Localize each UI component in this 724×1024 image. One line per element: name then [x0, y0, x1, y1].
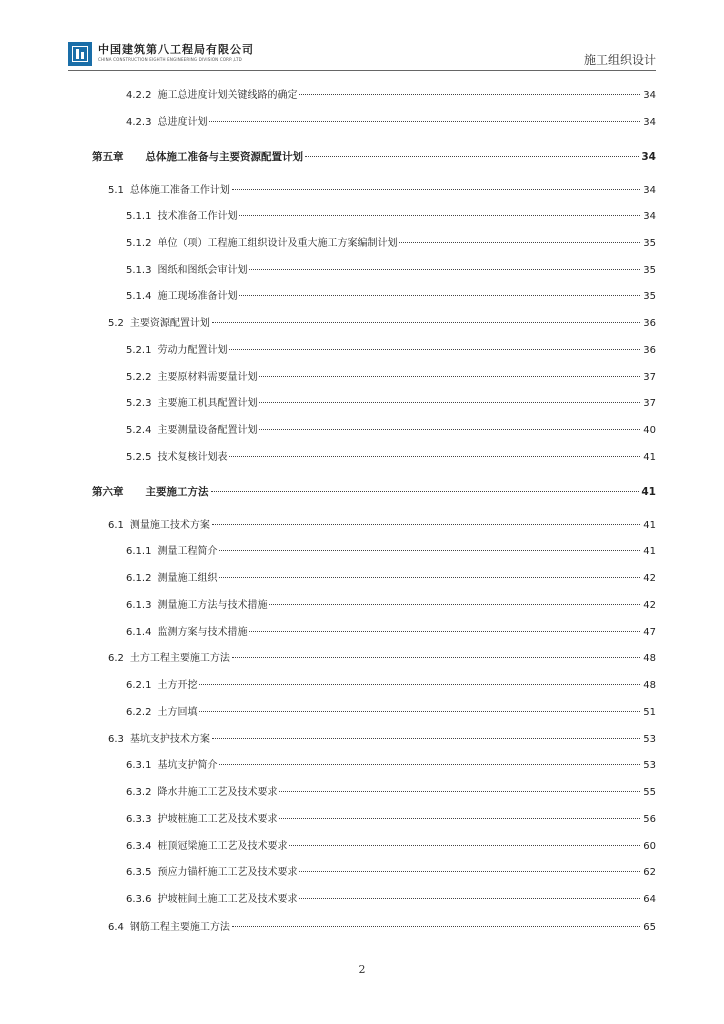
toc-entry-number: 6.4 — [108, 922, 124, 933]
dot-leader — [305, 156, 639, 157]
toc-entry[interactable] — [126, 678, 656, 694]
toc-entry-page: 48 — [643, 653, 656, 664]
toc-entry[interactable] — [126, 289, 656, 305]
toc-entry[interactable] — [108, 732, 656, 748]
dot-leader — [259, 376, 640, 377]
toc-entry-number: 6.1 — [108, 520, 124, 531]
toc-entry-title: 基坑支护技术方案 — [129, 734, 210, 745]
toc-entry[interactable] — [126, 236, 656, 252]
toc-entry[interactable] — [126, 115, 656, 131]
toc-entry-number: 6.1.1 — [126, 546, 152, 557]
toc-entry-number: 6.3.1 — [126, 760, 152, 771]
toc-entry-number: 5.1 — [108, 185, 124, 196]
dot-leader — [209, 121, 640, 122]
toc-entry-number: 5.2.1 — [126, 345, 152, 356]
toc-entry-title: 施工总进度计划关键线路的确定 — [157, 90, 298, 101]
toc-entry-number: 6.1.4 — [126, 627, 152, 638]
toc-entry-page: 35 — [643, 238, 656, 249]
toc-entry[interactable] — [126, 758, 656, 774]
toc-chapter-entry[interactable] — [92, 149, 656, 165]
page-number: 2 — [358, 963, 366, 976]
dot-leader — [199, 684, 640, 685]
toc-entry[interactable] — [126, 598, 656, 614]
toc-entry-page: 60 — [643, 841, 656, 852]
toc-entry-title: 桩顶冠梁施工工艺及技术要求 — [157, 841, 288, 852]
toc-entry[interactable] — [126, 785, 656, 801]
toc-entry[interactable] — [126, 892, 656, 908]
dot-leader — [259, 429, 640, 430]
toc-entry-title: 预应力锚杆施工工艺及技术要求 — [157, 867, 298, 878]
toc-entry-title: 基坑支护简介 — [157, 760, 218, 771]
toc-chapter-entry[interactable] — [92, 484, 656, 500]
toc-entry[interactable] — [126, 705, 656, 721]
toc-entry-page: 34 — [643, 117, 656, 128]
company-name-en: CHINA CONSTRUCTION EIGHTH ENGINEERING DIVISION CORP.,LTD — [98, 57, 242, 62]
toc-entry-title: 土方工程主要施工方法 — [129, 653, 230, 664]
toc-entry-number: 6.1.3 — [126, 600, 152, 611]
toc-entry-title: 土方回填 — [157, 707, 198, 718]
toc-entry[interactable] — [126, 209, 656, 225]
toc-entry-page: 42 — [643, 600, 656, 611]
toc-entry-number: 第五章 — [92, 151, 124, 163]
toc-entry-number: 5.2.4 — [126, 425, 152, 436]
toc-entry-page: 34 — [643, 211, 656, 222]
dot-leader — [211, 491, 640, 492]
dot-leader — [259, 402, 640, 403]
toc-entry-page: 34 — [641, 151, 656, 163]
toc-entry-title: 钢筋工程主要施工方法 — [129, 922, 230, 933]
toc-entry-title: 测量施工技术方案 — [129, 520, 210, 531]
dot-leader — [299, 898, 640, 899]
toc-entry-page: 34 — [643, 185, 656, 196]
toc-entry-number: 5.2.3 — [126, 398, 152, 409]
toc-entry-title: 技术准备工作计划 — [157, 211, 238, 222]
toc-entry-title: 主要原材料需要量计划 — [157, 372, 258, 383]
dot-leader — [279, 818, 640, 819]
toc-entry-page: 53 — [643, 760, 656, 771]
toc-entry-number: 4.2.3 — [126, 117, 152, 128]
toc-entry[interactable] — [126, 343, 656, 359]
toc-entry[interactable] — [126, 865, 656, 881]
dot-leader — [279, 791, 640, 792]
toc-entry-page: 36 — [643, 318, 656, 329]
header-divider — [68, 70, 656, 71]
toc-entry-title: 监测方案与技术措施 — [157, 627, 248, 638]
toc-entry-number: 6.3.6 — [126, 894, 152, 905]
toc-entry-number: 5.1.2 — [126, 238, 152, 249]
toc-entry-page: 53 — [643, 734, 656, 745]
toc-entry-page: 41 — [643, 452, 656, 463]
toc-entry-number: 6.2.2 — [126, 707, 152, 718]
toc-entry-title: 劳动力配置计划 — [157, 345, 228, 356]
toc-entry-page: 37 — [643, 398, 656, 409]
dot-leader — [232, 189, 640, 190]
toc-entry[interactable] — [126, 370, 656, 386]
toc-entry-number: 5.2.2 — [126, 372, 152, 383]
toc-entry-page: 65 — [643, 922, 656, 933]
toc-entry[interactable] — [108, 316, 656, 332]
dot-leader — [239, 215, 640, 216]
dot-leader — [299, 94, 640, 95]
dot-leader — [232, 657, 640, 658]
toc-entry-title: 总进度计划 — [157, 117, 208, 128]
toc-entry[interactable] — [126, 839, 656, 855]
toc-entry[interactable] — [126, 88, 656, 104]
toc-entry-page: 51 — [643, 707, 656, 718]
dot-leader — [399, 242, 640, 243]
toc-entry-title: 护坡桩间土施工工艺及技术要求 — [157, 894, 298, 905]
dot-leader — [229, 349, 640, 350]
toc-entry-title: 总体施工准备与主要资源配置计划 — [145, 151, 303, 163]
toc-entry-page: 62 — [643, 867, 656, 878]
toc-entry[interactable] — [126, 812, 656, 828]
toc-entry-title: 主要资源配置计划 — [129, 318, 210, 329]
toc-entry[interactable] — [126, 571, 656, 587]
toc-entry[interactable] — [126, 423, 656, 439]
toc-entry-page: 41 — [643, 520, 656, 531]
toc-entry-title: 主要施工机具配置计划 — [157, 398, 258, 409]
toc-entry-page: 41 — [643, 546, 656, 557]
dot-leader — [299, 871, 640, 872]
toc-entry-title: 总体施工准备工作计划 — [129, 185, 230, 196]
toc-entry-title: 测量工程简介 — [157, 546, 218, 557]
toc-entry-number: 4.2.2 — [126, 90, 152, 101]
toc-entry-number: 5.1.4 — [126, 291, 152, 302]
toc-entry-title: 测量施工组织 — [157, 573, 218, 584]
toc-entry-number: 5.1.1 — [126, 211, 152, 222]
toc-entry-number: 6.2 — [108, 653, 124, 664]
toc-entry[interactable] — [126, 263, 656, 279]
toc-entry-number: 6.3.5 — [126, 867, 152, 878]
cscec-logo-icon — [68, 42, 92, 66]
dot-leader — [249, 631, 640, 632]
toc-entry-page: 40 — [643, 425, 656, 436]
toc-entry-page: 48 — [643, 680, 656, 691]
dot-leader — [212, 322, 640, 323]
toc-entry[interactable] — [108, 651, 656, 667]
toc-entry-number: 5.1.3 — [126, 265, 152, 276]
toc-entry-number: 6.2.1 — [126, 680, 152, 691]
toc-entry-page: 35 — [643, 291, 656, 302]
dot-leader — [212, 738, 640, 739]
toc-entry-title: 技术复核计划表 — [157, 452, 228, 463]
toc-entry-title: 施工现场准备计划 — [157, 291, 238, 302]
dot-leader — [289, 845, 640, 846]
toc-entry-number: 第六章 — [92, 486, 124, 498]
toc-entry-number: 6.1.2 — [126, 573, 152, 584]
company-name-cn: 中国建筑第八工程局有限公司 — [98, 43, 254, 56]
toc-entry-title: 降水井施工工艺及技术要求 — [157, 787, 278, 798]
dot-leader — [212, 524, 640, 525]
toc-entry-page: 42 — [643, 573, 656, 584]
dot-leader — [219, 577, 640, 578]
toc-entry-page: 37 — [643, 372, 656, 383]
toc-entry[interactable] — [126, 396, 656, 412]
toc-entry-title: 图纸和图纸会审计划 — [157, 265, 248, 276]
dot-leader — [229, 456, 640, 457]
toc-entry-title: 主要施工方法 — [145, 486, 209, 498]
toc-entry-page: 55 — [643, 787, 656, 798]
page-header — [68, 40, 656, 70]
toc-entry-number: 6.3.2 — [126, 787, 152, 798]
document-title: 施工组织设计 — [583, 53, 656, 67]
toc-entry-title: 土方开挖 — [157, 680, 198, 691]
toc-entry-page: 56 — [643, 814, 656, 825]
dot-leader — [219, 764, 640, 765]
dot-leader — [249, 269, 640, 270]
toc-entry-number: 6.3 — [108, 734, 124, 745]
dot-leader — [239, 295, 640, 296]
toc-entry[interactable] — [126, 625, 656, 641]
toc-entry-title: 护坡桩施工工艺及技术要求 — [157, 814, 278, 825]
toc-entry-title: 主要测量设备配置计划 — [157, 425, 258, 436]
toc-entry[interactable] — [108, 920, 656, 936]
toc-entry-number: 6.3.3 — [126, 814, 152, 825]
toc-entry-title: 测量施工方法与技术措施 — [157, 600, 268, 611]
toc-entry-page: 35 — [643, 265, 656, 276]
toc-entry-number: 6.3.4 — [126, 841, 152, 852]
toc-entry[interactable] — [108, 183, 656, 199]
dot-leader — [219, 550, 640, 551]
dot-leader — [232, 926, 640, 927]
toc-entry-page: 47 — [643, 627, 656, 638]
toc-entry[interactable] — [108, 518, 656, 534]
toc-entry-page: 64 — [643, 894, 656, 905]
toc-entry-page: 34 — [643, 90, 656, 101]
toc-entry-page: 36 — [643, 345, 656, 356]
toc-entry-page: 41 — [641, 486, 656, 498]
toc-entry-number: 5.2.5 — [126, 452, 152, 463]
dot-leader — [199, 711, 640, 712]
toc-entry-title: 单位（项）工程施工组织设计及重大施工方案编制计划 — [157, 238, 398, 249]
toc-entry[interactable] — [126, 450, 656, 466]
dot-leader — [269, 604, 640, 605]
toc-entry[interactable] — [126, 544, 656, 560]
toc-entry-number: 5.2 — [108, 318, 124, 329]
